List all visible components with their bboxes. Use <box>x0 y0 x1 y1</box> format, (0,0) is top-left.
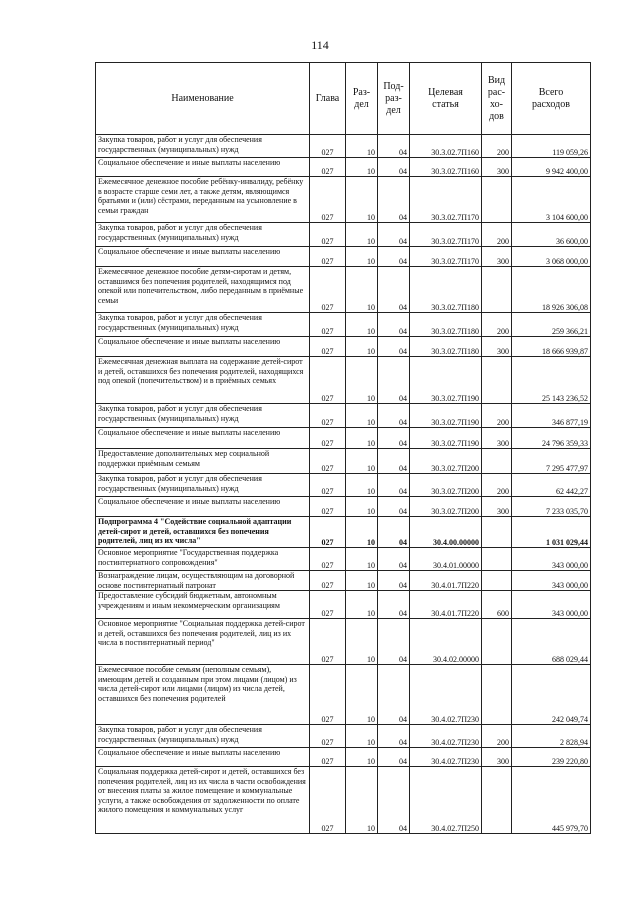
row-total-cell: 242 049,74 <box>512 665 591 725</box>
row-chapter-cell: 027 <box>310 497 346 517</box>
row-name-cell: Социальное обеспечение и иные выплаты населению <box>96 337 310 357</box>
row-section-cell: 10 <box>346 665 378 725</box>
row-subsection-cell: 04 <box>378 247 410 267</box>
row-section-cell: 10 <box>346 474 378 497</box>
header-name: Наименование <box>96 63 310 135</box>
row-total-cell: 119 059,26 <box>512 135 591 158</box>
row-type-cell <box>482 177 512 223</box>
row-total-cell: 18 926 306,08 <box>512 267 591 313</box>
row-subsection-cell: 04 <box>378 517 410 548</box>
row-type-cell: 600 <box>482 591 512 619</box>
row-total-cell: 62 442,27 <box>512 474 591 497</box>
row-name-cell: Закупка товаров, работ и услуг для обеспечения государственных (муниципальных) нужд <box>96 223 310 247</box>
row-target-cell: 30.4.02.00000 <box>410 619 482 665</box>
row-subsection-cell: 04 <box>378 571 410 591</box>
row-type-cell: 300 <box>482 337 512 357</box>
row-section-cell: 10 <box>346 135 378 158</box>
row-name-cell: Закупка товаров, работ и услуг для обеспечения государственных (муниципальных) нужд <box>96 725 310 748</box>
row-subsection-cell: 04 <box>378 404 410 428</box>
row-name-cell: Ежемесячное пособие семьям (неполным семьям), имеющим детей и созданным при этом лицами (лицом) из числа детей-сирот или лицами (лицом) из числа детей, оставшихся без попечения родителей <box>96 665 310 725</box>
row-target-cell: 30.3.02.7П180 <box>410 267 482 313</box>
table-row <box>96 135 591 158</box>
row-total-cell: 688 029,44 <box>512 619 591 665</box>
row-total-cell: 343 000,00 <box>512 548 591 571</box>
row-name-cell: Предоставление дополнительных мер социальной поддержки приёмным семьям <box>96 449 310 474</box>
row-section-cell: 10 <box>346 267 378 313</box>
header-target: Целевая статья <box>410 63 482 135</box>
row-type-cell <box>482 767 512 834</box>
row-target-cell: 30.3.02.7П170 <box>410 177 482 223</box>
row-subsection-cell: 04 <box>378 665 410 725</box>
row-name-cell: Социальное обеспечение и иные выплаты населению <box>96 428 310 449</box>
row-target-cell: 30.3.02.7П190 <box>410 404 482 428</box>
row-name-cell: Вознаграждение лицам, осуществляющим на договорной основе постинтернатный патронат <box>96 571 310 591</box>
row-name-cell: Основное мероприятие "Социальная поддержка детей-сирот и детей, оставшихся без попечения родителей, лиц из их числа в постинтернатный период" <box>96 619 310 665</box>
row-subsection-cell: 04 <box>378 313 410 337</box>
row-target-cell: 30.3.02.7П170 <box>410 247 482 267</box>
row-chapter-cell: 027 <box>310 748 346 767</box>
table-row <box>96 337 591 357</box>
row-target-cell: 30.3.02.7П200 <box>410 449 482 474</box>
row-target-cell: 30.3.02.7П200 <box>410 474 482 497</box>
row-type-cell <box>482 619 512 665</box>
table-row <box>96 223 591 247</box>
row-target-cell: 30.3.02.7П170 <box>410 223 482 247</box>
row-chapter-cell: 027 <box>310 313 346 337</box>
row-section-cell: 10 <box>346 357 378 404</box>
row-chapter-cell: 027 <box>310 449 346 474</box>
row-chapter-cell: 027 <box>310 548 346 571</box>
row-target-cell: 30.4.01.00000 <box>410 548 482 571</box>
table-row <box>96 517 591 548</box>
row-subsection-cell: 04 <box>378 357 410 404</box>
header-type: Вид рас- хо- дов <box>482 63 512 135</box>
row-name-cell: Социальное обеспечение и иные выплаты населению <box>96 748 310 767</box>
row-total-cell: 445 979,70 <box>512 767 591 834</box>
row-total-cell: 7 233 035,70 <box>512 497 591 517</box>
row-subsection-cell: 04 <box>378 135 410 158</box>
row-total-cell: 7 295 477,97 <box>512 449 591 474</box>
row-chapter-cell: 027 <box>310 619 346 665</box>
row-total-cell: 1 031 029,44 <box>512 517 591 548</box>
row-subsection-cell: 04 <box>378 591 410 619</box>
row-subsection-cell: 04 <box>378 548 410 571</box>
row-total-cell: 343 000,00 <box>512 571 591 591</box>
row-type-cell <box>482 517 512 548</box>
row-target-cell: 30.4.01.7П220 <box>410 571 482 591</box>
row-target-cell: 30.3.02.7П190 <box>410 357 482 404</box>
row-section-cell: 10 <box>346 548 378 571</box>
row-target-cell: 30.4.02.7П230 <box>410 665 482 725</box>
row-section-cell: 10 <box>346 591 378 619</box>
row-type-cell <box>482 548 512 571</box>
row-section-cell: 10 <box>346 247 378 267</box>
header-row <box>96 63 591 135</box>
row-name-cell: Социальное обеспечение и иные выплаты населению <box>96 247 310 267</box>
row-section-cell: 10 <box>346 767 378 834</box>
row-name-cell: Основное мероприятие "Государственная поддержка постинтернатного сопровождения" <box>96 548 310 571</box>
row-name-cell: Социальное обеспечение и иные выплаты населению <box>96 158 310 177</box>
table-row <box>96 748 591 767</box>
table-row <box>96 665 591 725</box>
row-chapter-cell: 027 <box>310 725 346 748</box>
table-row <box>96 267 591 313</box>
table-row <box>96 428 591 449</box>
row-chapter-cell: 027 <box>310 158 346 177</box>
header-section: Раз- дел <box>346 63 378 135</box>
row-section-cell: 10 <box>346 158 378 177</box>
row-total-cell: 2 828,94 <box>512 725 591 748</box>
row-chapter-cell: 027 <box>310 135 346 158</box>
row-chapter-cell: 027 <box>310 404 346 428</box>
row-chapter-cell: 027 <box>310 767 346 834</box>
row-subsection-cell: 04 <box>378 223 410 247</box>
row-chapter-cell: 027 <box>310 177 346 223</box>
row-subsection-cell: 04 <box>378 748 410 767</box>
row-subsection-cell: 04 <box>378 337 410 357</box>
table-row <box>96 177 591 223</box>
row-section-cell: 10 <box>346 449 378 474</box>
row-type-cell: 200 <box>482 725 512 748</box>
table-row <box>96 619 591 665</box>
row-chapter-cell: 027 <box>310 665 346 725</box>
row-target-cell: 30.4.02.7П230 <box>410 725 482 748</box>
row-name-cell: Подпрограмма 4 "Содействие социальной адаптации детей-сирот и детей, оставшихся без попечения родителей, лиц из их числа" <box>96 517 310 548</box>
row-total-cell: 259 366,21 <box>512 313 591 337</box>
row-chapter-cell: 027 <box>310 267 346 313</box>
row-section-cell: 10 <box>346 497 378 517</box>
row-type-cell: 300 <box>482 158 512 177</box>
row-type-cell: 200 <box>482 135 512 158</box>
row-target-cell: 30.4.01.7П220 <box>410 591 482 619</box>
row-subsection-cell: 04 <box>378 767 410 834</box>
table-row <box>96 571 591 591</box>
row-name-cell: Закупка товаров, работ и услуг для обеспечения государственных (муниципальных) нужд <box>96 135 310 158</box>
row-chapter-cell: 027 <box>310 337 346 357</box>
table-row <box>96 357 591 404</box>
row-type-cell: 200 <box>482 474 512 497</box>
row-name-cell: Ежемесячная денежная выплата на содержание детей-сирот и детей, оставшихся без попечения родителей, находящихся под опекой (попечительством) и в приёмных семьях <box>96 357 310 404</box>
row-total-cell: 36 600,00 <box>512 223 591 247</box>
budget-table <box>95 62 591 834</box>
row-chapter-cell: 027 <box>310 428 346 449</box>
row-type-cell: 200 <box>482 404 512 428</box>
row-type-cell <box>482 357 512 404</box>
row-subsection-cell: 04 <box>378 158 410 177</box>
row-target-cell: 30.4.02.7П250 <box>410 767 482 834</box>
row-section-cell: 10 <box>346 177 378 223</box>
row-target-cell: 30.3.02.7П180 <box>410 337 482 357</box>
row-chapter-cell: 027 <box>310 517 346 548</box>
row-section-cell: 10 <box>346 337 378 357</box>
table-row <box>96 449 591 474</box>
row-target-cell: 30.3.02.7П180 <box>410 313 482 337</box>
row-chapter-cell: 027 <box>310 357 346 404</box>
row-type-cell <box>482 267 512 313</box>
row-total-cell: 9 942 400,00 <box>512 158 591 177</box>
row-name-cell: Ежемесячное денежное пособие ребёнку-инвалиду, ребёнку в возрасте старше семи лет, а также детям, являющимся братьями и (или) сёстрами, переданным на усыновление в семьи граждан <box>96 177 310 223</box>
table-row <box>96 548 591 571</box>
row-total-cell: 346 877,19 <box>512 404 591 428</box>
row-type-cell: 300 <box>482 247 512 267</box>
row-chapter-cell: 027 <box>310 223 346 247</box>
row-section-cell: 10 <box>346 517 378 548</box>
row-type-cell: 200 <box>482 223 512 247</box>
row-subsection-cell: 04 <box>378 267 410 313</box>
row-target-cell: 30.4.02.7П230 <box>410 748 482 767</box>
row-total-cell: 343 000,00 <box>512 591 591 619</box>
row-name-cell: Предоставление субсидий бюджетным, автономным учреждениям и иным некоммерческим организациям <box>96 591 310 619</box>
row-target-cell: 30.3.02.7П190 <box>410 428 482 449</box>
table-row <box>96 247 591 267</box>
row-section-cell: 10 <box>346 619 378 665</box>
row-name-cell: Социальное обеспечение и иные выплаты населению <box>96 497 310 517</box>
table-row <box>96 474 591 497</box>
table-row <box>96 404 591 428</box>
row-section-cell: 10 <box>346 748 378 767</box>
row-type-cell: 300 <box>482 497 512 517</box>
row-subsection-cell: 04 <box>378 619 410 665</box>
header-chapter: Глава <box>310 63 346 135</box>
row-section-cell: 10 <box>346 571 378 591</box>
row-subsection-cell: 04 <box>378 177 410 223</box>
row-type-cell: 300 <box>482 428 512 449</box>
row-name-cell: Социальная поддержка детей-сирот и детей, оставшихся без попечения родителей, лиц из их числа в части освобождения от внесения платы за жилое помещение и коммунальные услуги, а также освобождения от задолженности по оплате жилого помещения и коммунальных услуг <box>96 767 310 834</box>
row-target-cell: 30.3.02.7П160 <box>410 158 482 177</box>
table-row <box>96 158 591 177</box>
table-row <box>96 767 591 834</box>
row-target-cell: 30.3.02.7П160 <box>410 135 482 158</box>
row-type-cell <box>482 449 512 474</box>
row-subsection-cell: 04 <box>378 497 410 517</box>
table-row <box>96 313 591 337</box>
row-subsection-cell: 04 <box>378 428 410 449</box>
row-chapter-cell: 027 <box>310 571 346 591</box>
row-name-cell: Закупка товаров, работ и услуг для обеспечения государственных (муниципальных) нужд <box>96 474 310 497</box>
table-row <box>96 725 591 748</box>
row-section-cell: 10 <box>346 725 378 748</box>
page-number: 114 <box>311 38 329 52</box>
row-target-cell: 30.4.00.00000 <box>410 517 482 548</box>
row-total-cell: 3 104 600,00 <box>512 177 591 223</box>
row-total-cell: 18 666 939,87 <box>512 337 591 357</box>
row-subsection-cell: 04 <box>378 474 410 497</box>
row-section-cell: 10 <box>346 223 378 247</box>
row-subsection-cell: 04 <box>378 725 410 748</box>
table-row <box>96 591 591 619</box>
row-chapter-cell: 027 <box>310 591 346 619</box>
table-body <box>96 135 591 834</box>
row-type-cell: 200 <box>482 313 512 337</box>
row-total-cell: 239 220,80 <box>512 748 591 767</box>
row-type-cell <box>482 665 512 725</box>
row-name-cell: Ежемесячное денежное пособие детям-сиротам и детям, оставшимся без попечения родителей, находящимся под опекой или попечительством, либо переданным в приёмные семьи <box>96 267 310 313</box>
row-total-cell: 3 068 000,00 <box>512 247 591 267</box>
row-section-cell: 10 <box>346 404 378 428</box>
row-name-cell: Закупка товаров, работ и услуг для обеспечения государственных (муниципальных) нужд <box>96 404 310 428</box>
row-section-cell: 10 <box>346 428 378 449</box>
row-name-cell: Закупка товаров, работ и услуг для обеспечения государственных (муниципальных) нужд <box>96 313 310 337</box>
header-total: Всего расходов <box>512 63 591 135</box>
header-subsection: Под- раз- дел <box>378 63 410 135</box>
row-section-cell: 10 <box>346 313 378 337</box>
row-target-cell: 30.3.02.7П200 <box>410 497 482 517</box>
table-row <box>96 497 591 517</box>
row-chapter-cell: 027 <box>310 474 346 497</box>
row-chapter-cell: 027 <box>310 247 346 267</box>
row-type-cell <box>482 571 512 591</box>
row-total-cell: 24 796 359,33 <box>512 428 591 449</box>
row-type-cell: 300 <box>482 748 512 767</box>
row-subsection-cell: 04 <box>378 449 410 474</box>
row-total-cell: 25 143 236,52 <box>512 357 591 404</box>
